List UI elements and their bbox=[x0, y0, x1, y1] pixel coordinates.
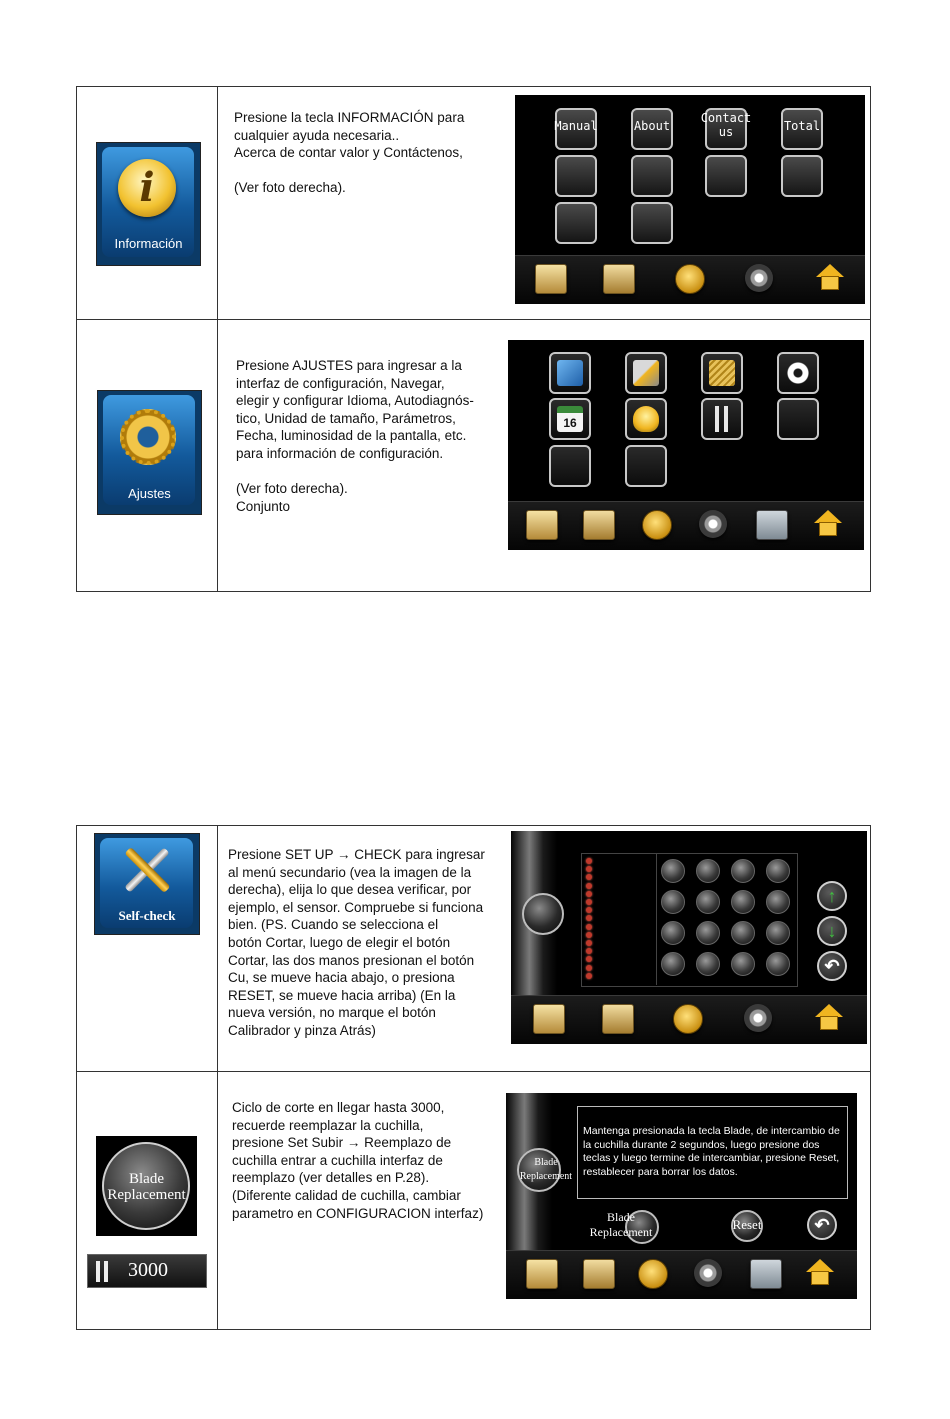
self-check-tools-icon[interactable] bbox=[625, 352, 667, 394]
home-icon[interactable] bbox=[813, 510, 843, 538]
grid-icon[interactable] bbox=[756, 510, 788, 540]
instruction-message: Mantenga presionada la tecla Blade, de intercambio de la cuchilla durante 2 segundos, luego presione dos teclas y luego termine de intercambiar, presione Reset, restablecer para borrar los datos. bbox=[583, 1125, 840, 1178]
sensor-led bbox=[586, 858, 592, 864]
folder-open-icon[interactable] bbox=[602, 1004, 634, 1034]
sensor-check-button[interactable] bbox=[731, 859, 755, 883]
folder-open-icon[interactable] bbox=[583, 1259, 615, 1289]
empty-tile[interactable] bbox=[705, 155, 747, 197]
blade-replacement-side-label: Blade Replacement bbox=[519, 1157, 573, 1182]
sensor-led-column bbox=[586, 858, 594, 980]
gear-icon[interactable] bbox=[744, 1004, 772, 1032]
sensor-led bbox=[586, 956, 592, 962]
folder-icon[interactable] bbox=[533, 1004, 565, 1034]
blade-description: Ciclo de corte en llegar hasta 3000, recuerde reemplazar la cuchilla, presione Set Subir → Reemplazo de cuchilla entrar a cuchilla interfaz de reemplazo (ver detalles en P.28). (Diferente calidad de cuchilla, cambiar parametro en CONFIGURACION interfaz) bbox=[232, 1100, 484, 1221]
blade-counter-display bbox=[87, 1254, 207, 1288]
settings-description: Presione AJUSTES para ingresar a la interfaz de configuración, Navegar, elegir y configurar Idioma, Autodiagnós- tico, Unidad de tamaño, Parámetros, Fecha, luminosidad de la pantalla, etc. para información de configuración. (Ver foto derecha). Conjunto bbox=[236, 358, 474, 514]
row-self-check bbox=[77, 826, 870, 1071]
blade-replacement-screen bbox=[506, 1093, 857, 1299]
sensor-check-button[interactable] bbox=[731, 952, 755, 976]
sensor-led bbox=[586, 907, 592, 913]
contact-us-tile[interactable]: Contact us bbox=[705, 108, 747, 150]
empty-tile[interactable] bbox=[549, 445, 591, 487]
blade-parameter-icon[interactable] bbox=[701, 398, 743, 440]
back-icon[interactable]: ↶ bbox=[807, 1210, 837, 1240]
home-icon[interactable] bbox=[815, 264, 845, 292]
sensor-led bbox=[586, 965, 592, 971]
info-settings-table bbox=[76, 86, 871, 592]
folder-open-icon[interactable] bbox=[603, 264, 635, 294]
sensor-led bbox=[586, 899, 592, 905]
sensor-check-button[interactable] bbox=[731, 890, 755, 914]
settings-button-icon[interactable] bbox=[97, 390, 202, 515]
row-settings bbox=[77, 319, 870, 593]
reset-button-label: Reset bbox=[732, 1217, 762, 1232]
sensor-led bbox=[586, 924, 592, 930]
information-label: Información bbox=[114, 236, 183, 251]
sensor-led bbox=[586, 883, 592, 889]
sensor-led bbox=[586, 932, 592, 938]
sensor-check-button[interactable] bbox=[696, 890, 720, 914]
info-icon: i bbox=[118, 159, 176, 217]
sensor-check-button[interactable] bbox=[661, 890, 685, 914]
empty-tile[interactable] bbox=[777, 398, 819, 440]
bottom-nav-bar bbox=[508, 501, 864, 550]
self-check-label: Self-check bbox=[118, 908, 176, 923]
gear-icon[interactable] bbox=[745, 264, 773, 292]
blade-replacement-label: Blade Replacement bbox=[107, 1171, 186, 1203]
info-round-icon[interactable] bbox=[675, 264, 705, 294]
settings-label: Ajustes bbox=[128, 486, 171, 501]
folder-open-icon[interactable] bbox=[583, 510, 615, 540]
info-round-icon[interactable] bbox=[642, 510, 672, 540]
empty-tile[interactable] bbox=[555, 202, 597, 244]
gear-icon[interactable] bbox=[777, 352, 819, 394]
sensor-panel-divider bbox=[656, 853, 657, 985]
brightness-bulb-icon[interactable] bbox=[625, 398, 667, 440]
sensor-check-button[interactable] bbox=[661, 952, 685, 976]
total-tile[interactable]: Total bbox=[781, 108, 823, 150]
home-icon[interactable] bbox=[814, 1004, 844, 1032]
empty-tile[interactable] bbox=[625, 445, 667, 487]
grid-icon[interactable] bbox=[750, 1259, 782, 1289]
arrow-up-icon[interactable]: ↑ bbox=[817, 881, 847, 911]
sensor-check-button[interactable] bbox=[696, 952, 720, 976]
empty-tile[interactable] bbox=[631, 155, 673, 197]
info-round-icon[interactable] bbox=[638, 1259, 668, 1289]
sensor-led bbox=[586, 866, 592, 872]
about-tile[interactable]: About bbox=[631, 108, 673, 150]
sensor-check-button[interactable] bbox=[766, 952, 790, 976]
sensor-check-button[interactable] bbox=[661, 859, 685, 883]
sensor-check-button[interactable] bbox=[696, 859, 720, 883]
gear-icon[interactable] bbox=[699, 510, 727, 538]
empty-tile[interactable] bbox=[781, 155, 823, 197]
bottom-nav-bar bbox=[515, 255, 865, 304]
sensor-led bbox=[586, 973, 592, 979]
sensor-check-button[interactable] bbox=[696, 921, 720, 945]
calendar-icon[interactable]: 16 bbox=[549, 398, 591, 440]
sensor-check-button[interactable] bbox=[731, 921, 755, 945]
instruction-message-box bbox=[577, 1106, 848, 1199]
sensor-led bbox=[586, 891, 592, 897]
sensor-led bbox=[586, 915, 592, 921]
sensor-button-grid bbox=[661, 859, 791, 981]
info-round-icon[interactable] bbox=[673, 1004, 703, 1034]
sensor-led bbox=[586, 940, 592, 946]
blade-replacement-button-label: Blade Replacement bbox=[589, 1210, 653, 1239]
bottom-nav-bar bbox=[511, 995, 867, 1044]
settings-screen bbox=[508, 340, 864, 550]
folder-icon[interactable] bbox=[526, 510, 558, 540]
blade-counter-value: 3000 bbox=[128, 1259, 168, 1281]
sensor-led bbox=[586, 948, 592, 954]
language-icon[interactable] bbox=[549, 352, 591, 394]
sensor-check-button[interactable] bbox=[766, 890, 790, 914]
bottom-nav-bar bbox=[506, 1250, 857, 1299]
empty-tile[interactable] bbox=[631, 202, 673, 244]
folder-icon[interactable] bbox=[526, 1259, 558, 1289]
ruler-icon[interactable] bbox=[701, 352, 743, 394]
gear-icon[interactable] bbox=[694, 1259, 722, 1287]
information-button-icon[interactable] bbox=[96, 142, 201, 266]
settings-gear-icon bbox=[120, 409, 176, 465]
blade-counter-icon bbox=[94, 1261, 112, 1282]
sensor-check-button[interactable] bbox=[766, 859, 790, 883]
home-icon[interactable] bbox=[805, 1259, 835, 1287]
row-information bbox=[77, 87, 870, 319]
arrow-down-icon[interactable]: ↓ bbox=[817, 916, 847, 946]
self-check-button-icon[interactable] bbox=[94, 833, 200, 935]
back-icon[interactable]: ↶ bbox=[817, 951, 847, 981]
manual-tile[interactable]: Manual bbox=[555, 108, 597, 150]
blade-replacement-button-icon[interactable] bbox=[96, 1136, 197, 1236]
information-description: Presione la tecla INFORMACIÓN para cualquier ayuda necesaria.. Acerca de contar valor y Contáctenos, (Ver foto derecha). bbox=[234, 110, 465, 196]
selector-knob[interactable] bbox=[522, 893, 564, 935]
sensor-check-button[interactable] bbox=[766, 921, 790, 945]
sensor-check-button[interactable] bbox=[661, 921, 685, 945]
self-check-tools-icon bbox=[121, 844, 173, 896]
self-check-screen bbox=[511, 831, 867, 1044]
information-screen bbox=[515, 95, 865, 304]
self-check-description: Presione SET UP → CHECK para ingresar al menú secundario (vea la imagen de la derecha), elija lo que desea verificar, por ejemplo, el sensor. Compruebe si funciona bien. (PS. Cuando se selecciona el botón Cortar, luego de elegir el botón Cortar, las dos manos presionan el botón Cu, se mueve hacia abajo, o presiona RESET, se mueve hacia arriba) (En la nueva versión, no marque el botón Calibrador y pinza Atrás) bbox=[228, 847, 485, 1038]
folder-icon[interactable] bbox=[535, 264, 567, 294]
empty-tile[interactable] bbox=[555, 155, 597, 197]
row-blade-replacement bbox=[77, 1071, 870, 1331]
sensor-led bbox=[586, 874, 592, 880]
selfcheck-blade-table bbox=[76, 825, 871, 1330]
